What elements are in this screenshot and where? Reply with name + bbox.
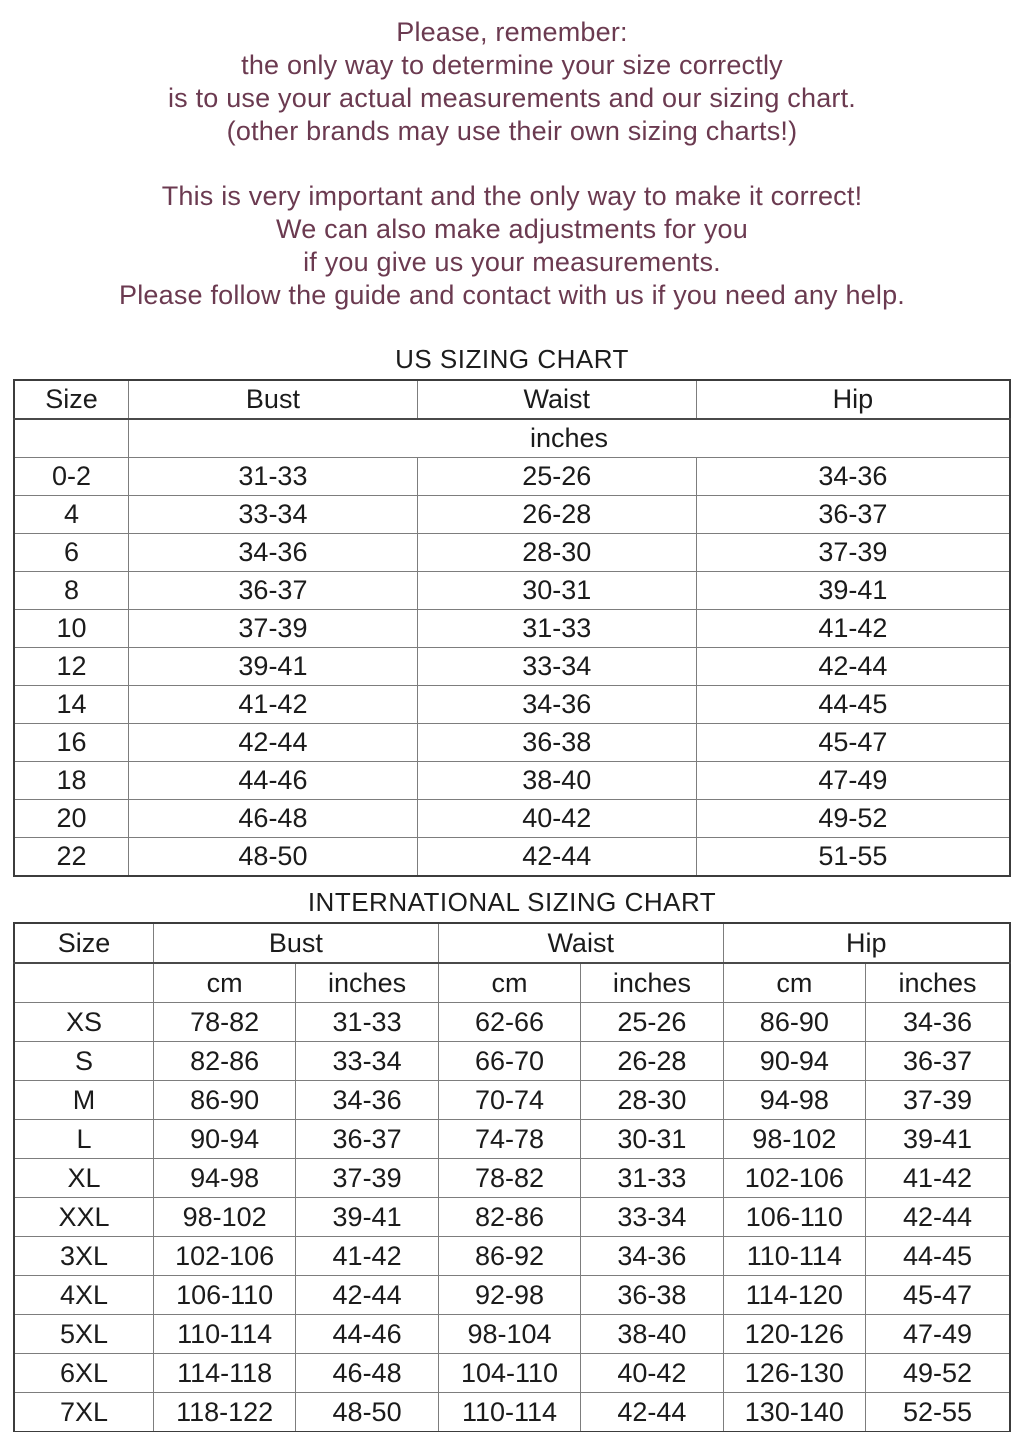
intl-cell-bust-in: 33-34 — [296, 1042, 438, 1081]
table-row — [14, 1393, 1010, 1432]
intl-table-header-row — [14, 923, 1010, 963]
table-row — [14, 1354, 1010, 1393]
intl-cell-size: 6XL — [14, 1354, 153, 1393]
us-cell-size: 14 — [14, 686, 129, 724]
us-cell-waist: 36-38 — [417, 724, 696, 762]
intl-cell-hip-cm: 86-90 — [723, 1003, 865, 1042]
intl-cell-hip-in: 45-47 — [866, 1276, 1010, 1315]
us-cell-hip: 49-52 — [696, 800, 1010, 838]
table-row — [14, 572, 1010, 610]
units-label: inches — [129, 419, 1010, 458]
intl-cell-waist-in: 38-40 — [581, 1315, 723, 1354]
table-row — [14, 1237, 1010, 1276]
intl-cell-waist-cm: 110-114 — [438, 1393, 580, 1432]
units-label-waist-cm: cm — [438, 963, 580, 1003]
intl-cell-hip-cm: 106-110 — [723, 1198, 865, 1237]
us-cell-hip: 39-41 — [696, 572, 1010, 610]
intl-cell-waist-cm: 78-82 — [438, 1159, 580, 1198]
table-row — [14, 1081, 1010, 1120]
intl-cell-hip-in: 39-41 — [866, 1120, 1010, 1159]
column-header-size: Size — [14, 380, 129, 419]
intl-cell-bust-in: 39-41 — [296, 1198, 438, 1237]
intl-cell-bust-cm: 98-102 — [153, 1198, 295, 1237]
intl-cell-bust-cm: 118-122 — [153, 1393, 295, 1432]
intl-cell-waist-cm: 82-86 — [438, 1198, 580, 1237]
table-row — [14, 610, 1010, 648]
us-cell-hip: 42-44 — [696, 648, 1010, 686]
column-header-bust: Bust — [129, 380, 418, 419]
table-row — [14, 724, 1010, 762]
intl-cell-size: 7XL — [14, 1393, 153, 1432]
us-cell-bust: 39-41 — [129, 648, 418, 686]
intl-cell-hip-in: 49-52 — [866, 1354, 1010, 1393]
us-cell-size: 20 — [14, 800, 129, 838]
intl-cell-size: S — [14, 1042, 153, 1081]
intl-cell-bust-in: 36-37 — [296, 1120, 438, 1159]
intl-cell-bust-cm: 94-98 — [153, 1159, 295, 1198]
intl-cell-waist-in: 33-34 — [581, 1198, 723, 1237]
international-sizing-chart-title: INTERNATIONAL SIZING CHART — [307, 887, 717, 917]
intl-cell-hip-cm: 126-130 — [723, 1354, 865, 1393]
intl-cell-size: M — [14, 1081, 153, 1120]
us-cell-bust: 44-46 — [129, 762, 418, 800]
us-cell-waist: 34-36 — [417, 686, 696, 724]
intl-cell-waist-in: 30-31 — [581, 1120, 723, 1159]
intl-cell-waist-in: 34-36 — [581, 1237, 723, 1276]
intl-cell-bust-in: 44-46 — [296, 1315, 438, 1354]
us-table-header-row — [14, 380, 1010, 419]
us-cell-hip: 37-39 — [696, 534, 1010, 572]
intl-cell-waist-cm: 66-70 — [438, 1042, 580, 1081]
units-label-bust-in: inches — [296, 963, 438, 1003]
column-header-waist: Waist — [417, 380, 696, 419]
table-row — [14, 534, 1010, 572]
us-cell-bust: 46-48 — [129, 800, 418, 838]
intl-cell-hip-in: 34-36 — [866, 1003, 1010, 1042]
units-empty-cell — [14, 419, 129, 458]
us-sizing-chart-title: US SIZING CHART — [395, 344, 629, 374]
us-cell-size: 16 — [14, 724, 129, 762]
intl-cell-size: 4XL — [14, 1276, 153, 1315]
us-cell-bust: 36-37 — [129, 572, 418, 610]
intl-table-units-row — [14, 963, 1010, 1003]
table-row — [14, 1042, 1010, 1081]
us-cell-waist: 25-26 — [417, 458, 696, 496]
table-row — [14, 762, 1010, 800]
intl-cell-waist-cm: 86-92 — [438, 1237, 580, 1276]
intro-line: (other brands may use their own sizing charts!) — [226, 116, 798, 146]
intl-cell-hip-in: 42-44 — [866, 1198, 1010, 1237]
us-cell-size: 12 — [14, 648, 129, 686]
intl-cell-bust-in: 34-36 — [296, 1081, 438, 1120]
units-label-hip-in: inches — [866, 963, 1010, 1003]
table-row — [14, 1120, 1010, 1159]
intl-cell-waist-in: 42-44 — [581, 1393, 723, 1432]
table-row — [14, 838, 1010, 877]
units-label-bust-cm: cm — [153, 963, 295, 1003]
us-cell-waist: 28-30 — [417, 534, 696, 572]
intl-cell-hip-cm: 114-120 — [723, 1276, 865, 1315]
column-header-hip: Hip — [723, 923, 1010, 963]
us-cell-size: 8 — [14, 572, 129, 610]
intro-paragraph-2 — [0, 180, 1024, 312]
intro-line: Please follow the guide and contact with us if you need any help. — [118, 280, 905, 310]
intro-line: is to use your actual measurements and our sizing chart. — [167, 83, 857, 113]
intl-cell-hip-in: 52-55 — [866, 1393, 1010, 1432]
us-cell-size: 6 — [14, 534, 129, 572]
international-sizing-chart-table — [13, 922, 1011, 1432]
intl-cell-waist-cm: 62-66 — [438, 1003, 580, 1042]
intro-line: We can also make adjustments for you — [276, 214, 748, 244]
intl-cell-bust-in: 41-42 — [296, 1237, 438, 1276]
table-row — [14, 1315, 1010, 1354]
intl-cell-bust-in: 31-33 — [296, 1003, 438, 1042]
intl-cell-waist-in: 36-38 — [581, 1276, 723, 1315]
intl-cell-hip-in: 37-39 — [866, 1081, 1010, 1120]
column-header-hip: Hip — [696, 380, 1010, 419]
intl-cell-bust-cm: 114-118 — [153, 1354, 295, 1393]
table-row — [14, 1003, 1010, 1042]
table-row — [14, 686, 1010, 724]
intl-cell-size: L — [14, 1120, 153, 1159]
units-label-hip-cm: cm — [723, 963, 865, 1003]
table-row — [14, 1276, 1010, 1315]
intl-cell-hip-cm: 110-114 — [723, 1237, 865, 1276]
intl-cell-hip-in: 41-42 — [866, 1159, 1010, 1198]
intl-cell-bust-in: 48-50 — [296, 1393, 438, 1432]
intro-line: Please, remember: — [396, 17, 628, 47]
table-row — [14, 496, 1010, 534]
intl-cell-bust-in: 46-48 — [296, 1354, 438, 1393]
us-cell-size: 0-2 — [14, 458, 129, 496]
intl-cell-waist-in: 31-33 — [581, 1159, 723, 1198]
us-cell-size: 18 — [14, 762, 129, 800]
intl-cell-bust-cm: 78-82 — [153, 1003, 295, 1042]
table-row — [14, 458, 1010, 496]
us-cell-waist: 38-40 — [417, 762, 696, 800]
us-cell-hip: 41-42 — [696, 610, 1010, 648]
intl-cell-hip-cm: 120-126 — [723, 1315, 865, 1354]
us-cell-bust: 31-33 — [129, 458, 418, 496]
intl-cell-bust-cm: 86-90 — [153, 1081, 295, 1120]
intro-paragraph-1 — [0, 16, 1024, 148]
intl-cell-hip-cm: 102-106 — [723, 1159, 865, 1198]
us-cell-size: 10 — [14, 610, 129, 648]
table-row — [14, 800, 1010, 838]
intl-table-body — [14, 1003, 1010, 1432]
intl-cell-bust-cm: 82-86 — [153, 1042, 295, 1081]
intl-cell-waist-cm: 104-110 — [438, 1354, 580, 1393]
us-cell-hip: 47-49 — [696, 762, 1010, 800]
us-cell-waist: 30-31 — [417, 572, 696, 610]
intl-cell-hip-in: 44-45 — [866, 1237, 1010, 1276]
intl-cell-size: 5XL — [14, 1315, 153, 1354]
intl-cell-hip-cm: 98-102 — [723, 1120, 865, 1159]
us-table-units-row — [14, 419, 1010, 458]
us-cell-hip: 44-45 — [696, 686, 1010, 724]
intl-cell-hip-cm: 90-94 — [723, 1042, 865, 1081]
intl-cell-waist-cm: 74-78 — [438, 1120, 580, 1159]
intl-cell-size: XXL — [14, 1198, 153, 1237]
table-row — [14, 1159, 1010, 1198]
intl-cell-hip-in: 36-37 — [866, 1042, 1010, 1081]
intl-cell-bust-cm: 110-114 — [153, 1315, 295, 1354]
intl-cell-bust-cm: 90-94 — [153, 1120, 295, 1159]
us-cell-bust: 34-36 — [129, 534, 418, 572]
us-cell-bust: 42-44 — [129, 724, 418, 762]
intro-line: the only way to determine your size correctly — [241, 50, 783, 80]
us-table-body — [14, 458, 1010, 877]
us-cell-hip: 51-55 — [696, 838, 1010, 877]
us-cell-waist: 40-42 — [417, 800, 696, 838]
intl-cell-hip-in: 47-49 — [866, 1315, 1010, 1354]
us-cell-hip: 34-36 — [696, 458, 1010, 496]
intl-cell-hip-cm: 94-98 — [723, 1081, 865, 1120]
intl-cell-waist-in: 40-42 — [581, 1354, 723, 1393]
us-cell-waist: 42-44 — [417, 838, 696, 877]
us-sizing-chart-table — [13, 379, 1011, 877]
units-empty-cell — [14, 963, 153, 1003]
us-cell-size: 22 — [14, 838, 129, 877]
intl-cell-hip-cm: 130-140 — [723, 1393, 865, 1432]
table-row — [14, 648, 1010, 686]
us-cell-size: 4 — [14, 496, 129, 534]
intl-cell-waist-cm: 92-98 — [438, 1276, 580, 1315]
us-cell-bust: 33-34 — [129, 496, 418, 534]
us-cell-hip: 36-37 — [696, 496, 1010, 534]
intl-cell-waist-in: 26-28 — [581, 1042, 723, 1081]
column-header-waist: Waist — [438, 923, 723, 963]
us-cell-bust: 37-39 — [129, 610, 418, 648]
intro-line: if you give us your measurements. — [303, 247, 721, 277]
intl-cell-size: 3XL — [14, 1237, 153, 1276]
table-row — [14, 1198, 1010, 1237]
intl-cell-size: XL — [14, 1159, 153, 1198]
us-cell-bust: 48-50 — [129, 838, 418, 877]
intl-cell-waist-in: 28-30 — [581, 1081, 723, 1120]
intl-cell-bust-cm: 102-106 — [153, 1237, 295, 1276]
us-cell-bust: 41-42 — [129, 686, 418, 724]
intl-cell-size: XS — [14, 1003, 153, 1042]
column-header-bust: Bust — [153, 923, 438, 963]
column-header-size: Size — [14, 923, 153, 963]
us-cell-waist: 26-28 — [417, 496, 696, 534]
intl-cell-waist-cm: 70-74 — [438, 1081, 580, 1120]
us-cell-hip: 45-47 — [696, 724, 1010, 762]
intl-cell-bust-cm: 106-110 — [153, 1276, 295, 1315]
intl-cell-waist-cm: 98-104 — [438, 1315, 580, 1354]
intl-cell-waist-in: 25-26 — [581, 1003, 723, 1042]
units-label-waist-in: inches — [581, 963, 723, 1003]
us-cell-waist: 31-33 — [417, 610, 696, 648]
intl-cell-bust-in: 37-39 — [296, 1159, 438, 1198]
us-cell-waist: 33-34 — [417, 648, 696, 686]
intro-line: This is very important and the only way to make it correct! — [161, 181, 863, 211]
intl-cell-bust-in: 42-44 — [296, 1276, 438, 1315]
